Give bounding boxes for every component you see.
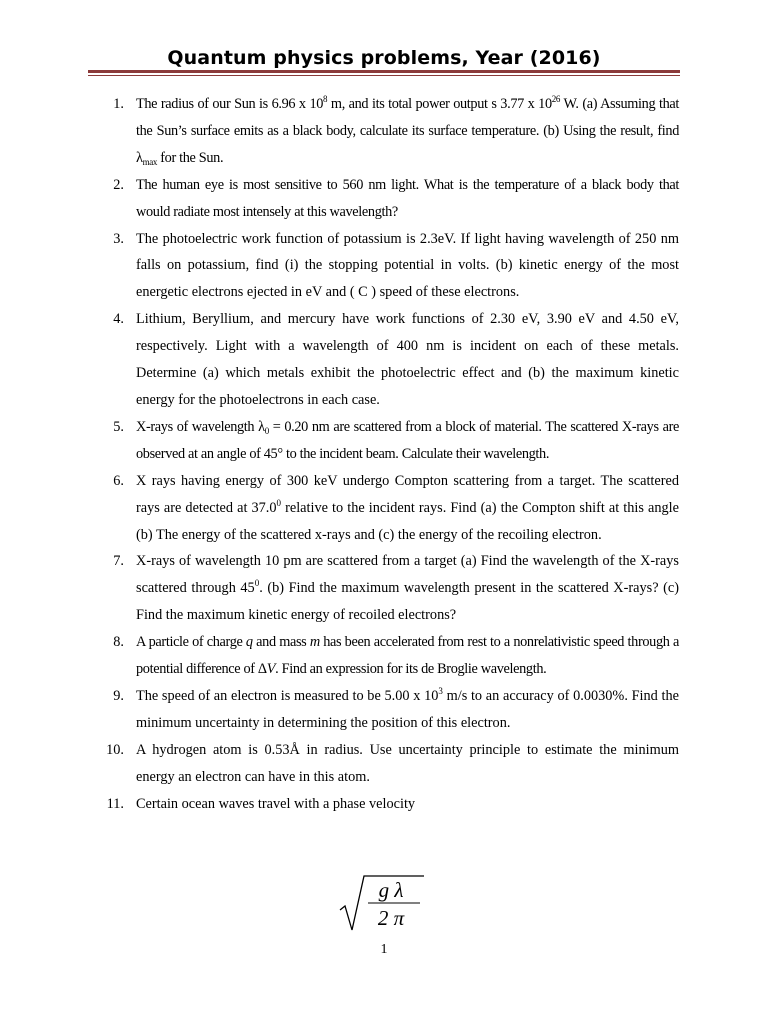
problem-number: 1. (113, 96, 124, 112)
problem-number: 6. (113, 472, 124, 489)
page-number: 1 (380, 942, 388, 957)
problem-5 (0, 414, 768, 468)
problem-text: X-rays of wavelength $\lambda_0 = 0.20$ nm are scattered from a block of material. The scattered X-rays are observed at an angle of 45° to the incident beam. Calculate their wavelength. (136, 418, 679, 462)
problem-number: 5. (113, 418, 124, 435)
problem-6 (0, 468, 768, 549)
problem-number: 7. (113, 553, 124, 570)
problem-8 (0, 629, 768, 683)
problem-number: 10. (106, 741, 124, 758)
title-rule-thin (88, 75, 680, 76)
problem-10 (0, 737, 768, 791)
problem-3 (0, 226, 768, 307)
formula-denominator: 2 π (377, 906, 405, 930)
problem-7 (0, 548, 768, 629)
problem-text: The radius of our Sun is 6.96 x $10^8$ m, and its total power output s 3.77 x $10^{26}$ W. (a) Assuming that the Sun’s surface emits as a black body, calculate its surface temperature. (b) Using the result, find $\lambda_{max}$ for the Sun. (136, 94, 680, 167)
problem-number: 8. (113, 634, 124, 651)
problem-number: 2. (113, 176, 124, 193)
problem-text: Certain ocean waves travel with a phase velocity (136, 795, 416, 812)
page-title: Quantum physics problems, Year (2016) (167, 47, 601, 69)
problem-text: Lithium, Beryllium, and mercury have work functions of 2.30 eV, 3.90 eV and 4.50 eV, respectively. Light with a wavelength of 400 nm is incident on each of these metals. Determine (a) which metals exhibit the photoelectric effect and (b) the maximum kinetic energy for the photoelectrons in each case. (136, 311, 679, 408)
problem-number: 9. (113, 687, 124, 704)
problem-number: 4. (113, 311, 124, 328)
problem-text: A particle of charge q and mass m has been accelerated from rest to a nonrelativistic speed through a potential difference of ΔV. Find an expression for its de Broglie wavelength. (136, 634, 679, 678)
problem-text: X-rays of wavelength 10 pm are scattered from a target (a) Find the wavelength of the X-rays scattered through $45^0$. (b) Find the maximum wavelength present in the scattered X-rays? (c) Find the maximum kinetic energy of recoiled electrons? (136, 553, 679, 624)
problem-text: The speed of an electron is measured to be 5.00 x $10^3$ m/s to an accuracy of 0.0030%. Find the minimum uncertainty in determining the position of this electron. (136, 685, 679, 731)
problem-text: A hydrogen atom is 0.53Å in radius. Use uncertainty principle to estimate the minimum energy an electron can have in this atom. (136, 741, 679, 785)
problem-list (0, 91, 768, 817)
problem-11 (0, 791, 768, 818)
formula-numerator: g λ (378, 878, 404, 902)
problem-number: 11. (106, 795, 124, 812)
problem-text: The human eye is most sensitive to 560 nm light. What is the temperature of a black body that would radiate most intensely at this wavelength? (136, 176, 679, 220)
problem-number: 3. (113, 230, 124, 247)
title-rule-thick (88, 70, 680, 73)
phase-velocity-formula (336, 872, 426, 934)
problem-text: The photoelectric work function of potassium is 2.3eV. If light having wavelength of 250 nm falls on potassium, find (i) the stopping potential in volts. (b) kinetic energy of the most energetic electrons ejected in eV and ( C ) speed of these electrons. (136, 230, 679, 301)
problem-9 (0, 683, 768, 737)
problem-text: X rays having energy of 300 keV undergo Compton scattering from a target. The scattered rays are detected at 37.0$^0$ relative to the incident rays. Find (a) the Compton shift at this angle (b) The energy of the scattered x-rays and (c) the energy of the recoiling electron. (136, 472, 679, 543)
problem-1 (0, 91, 768, 172)
problem-4 (0, 306, 768, 414)
problem-2 (0, 172, 768, 226)
